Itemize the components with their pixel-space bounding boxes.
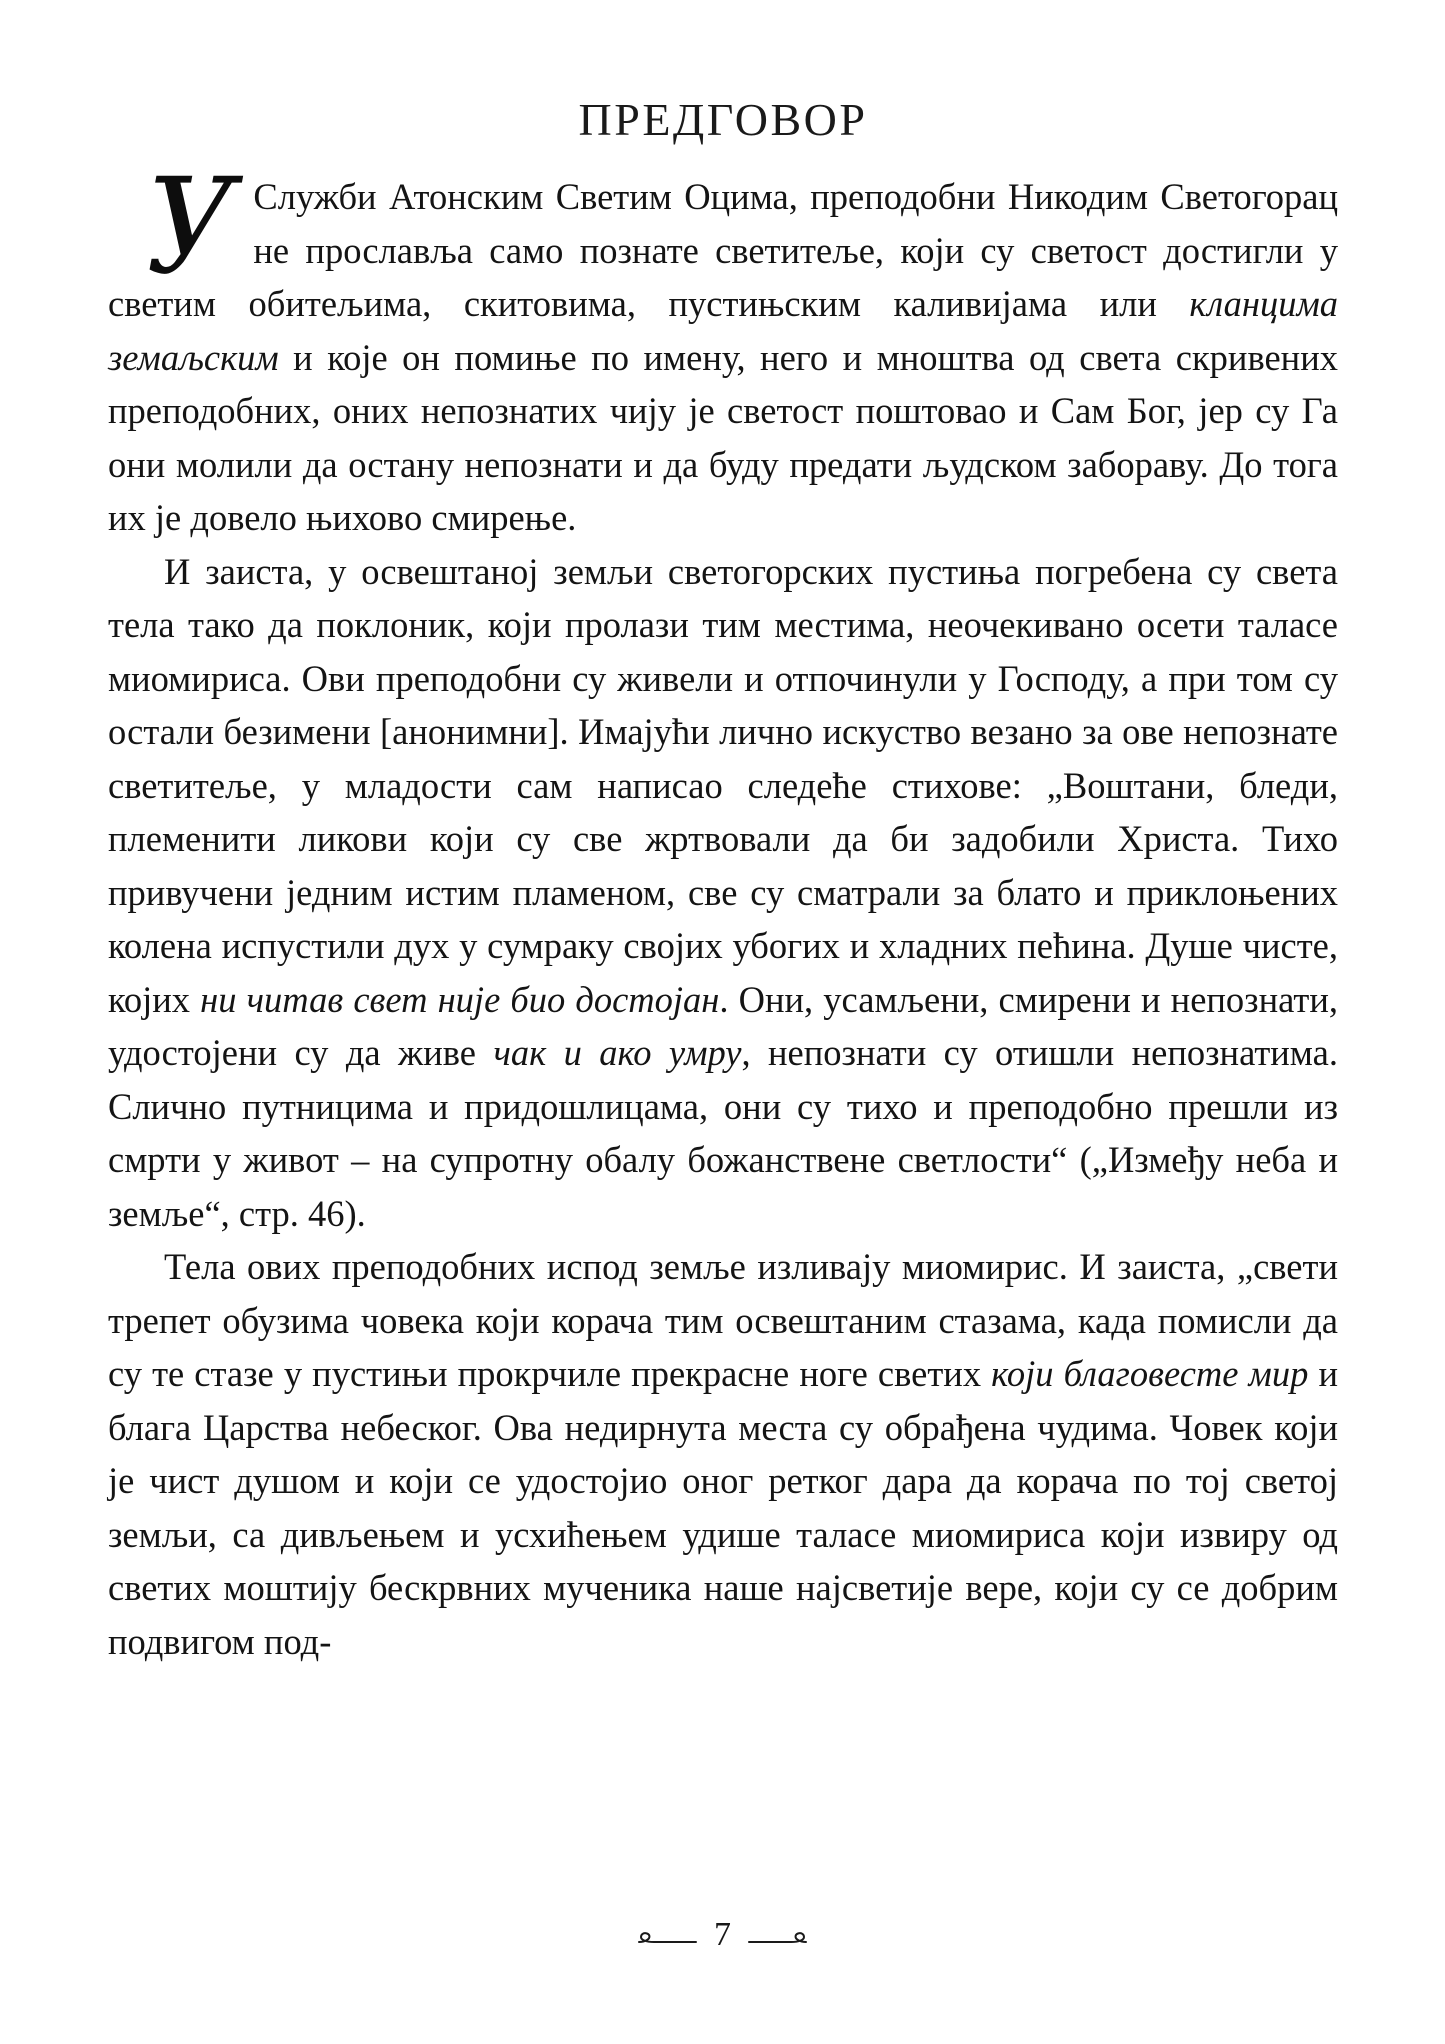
page-content — [108, 96, 1338, 1668]
drop-cap: У — [146, 150, 236, 305]
paragraph-2-segment-5: , непознати су отишли непознатима. Слично путницима и придошлицама, они су тихо и преподобно прешли из смрти у живот – на супротну обалу божанствене светлости“ („Између неба и земље“, стр. 46). — [108, 1032, 1338, 1234]
paragraph-3-segment-3: и блага Царства небеског. Ова недирнута места су обрађена чудима. Човек који је чист душом и који се удостојио оног ретког дара да корача по тој светој земљи, са дивљењем и усхићењем удише таласе миомириса који извиру од светих моштију бескрвних мученика наше најсветије вере, који су се добрим подвигом под- — [108, 1353, 1338, 1662]
paragraph-1-segment-3: и које он помиње по имену, него и мноштва од света скривених преподобних, оних непознатих чију је светост поштовао и Сам Бог, јер су Га они молили да остану непознати и да буду предати људском забораву. До тога их је довело њихово смирење. — [108, 336, 1338, 539]
paragraph-3-italic-phrase: који благовесте мир — [991, 1353, 1309, 1395]
page-title: ПРЕДГОВОР — [578, 94, 868, 145]
paragraph-2-italic-phrase-1: ни читав свет није био достојан — [200, 978, 720, 1020]
paragraph-3 — [108, 1240, 1338, 1668]
left-flourish-icon — [636, 1929, 698, 1951]
page-number: 7 — [714, 1916, 731, 1953]
paragraph-2-segment-3: . Они, усамљени, смирени и непознати, удостојени су да живе — [108, 978, 1338, 1074]
paragraph-1 — [108, 150, 1338, 545]
right-flourish-icon — [747, 1929, 809, 1951]
paragraph-1-segment-1: Служби Атонским Светим Оцима, преподобни Никодим Светогорац не прославља само познате светитеље, који су светост достигли у светим обитељима, скитовима, пустињским каливијама или — [108, 176, 1338, 325]
paragraph-2-italic-phrase-2: чак и ако умру — [493, 1032, 742, 1074]
folio-ornament-group — [636, 1916, 809, 1957]
paragraph-2 — [108, 545, 1338, 1241]
paragraph-2-segment-1: И заиста, у освештаној земљи светогорских пустиња погребена су света тела тако да поклоник, који пролази тим местима, неочекивано осети таласе миомириса. Ови преподобни су живели и отпочинули у Господу, а при том су остали безимени [анонимни]. Имајући лично искуство везано за ове непознате светитеље, у младости сам написао следеће стихове: „Воштани, бледи, племенити ликови који су све жртвовали да би задобили Христа. Тихо привучени једним истим пламеном, све су сматрали за блато и приклоњених колена испустили дух у сумраку својих убогих и хладних пећина. Душе чисте, којих — [108, 550, 1338, 1020]
body-text-block — [108, 150, 1338, 1668]
page-footer — [0, 1916, 1445, 1960]
paragraph-3-segment-1: Тела ових преподобних испод земље изливају миомирис. И заиста, „свети трепет обузима човека који корача тим освештаним стазама, када помисли да су те стазе у пустињи прокрчиле прекрасне ноге светих — [108, 1246, 1338, 1395]
paragraph-1-italic-phrase: кланцима земаљским — [108, 283, 1338, 378]
